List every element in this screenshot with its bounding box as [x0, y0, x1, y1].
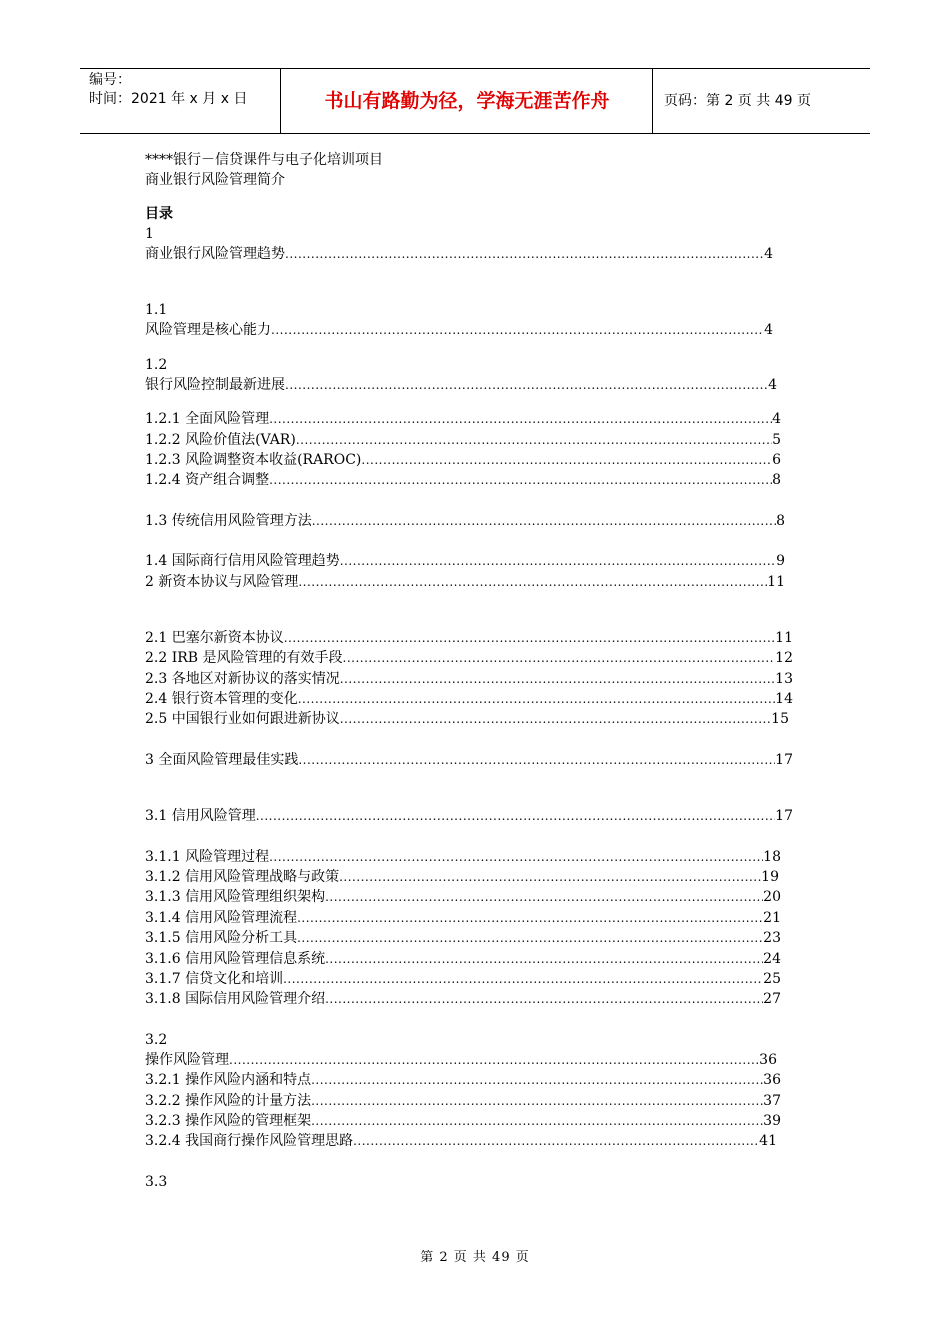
toc-entry[interactable] [145, 709, 789, 729]
toc-heading: 目录 [145, 206, 173, 222]
toc-entry-page: 12 [775, 650, 793, 667]
toc-leader-dots [229, 1050, 759, 1070]
toc-leader-dots [271, 320, 764, 340]
toc-entry-page: 19 [761, 869, 779, 886]
toc-entry-label: 3.1.8 国际信用风险管理介绍 [145, 991, 326, 1008]
toc-leader-dots [325, 887, 763, 907]
toc-entry-page: 6 [772, 451, 781, 468]
toc-entry-page: 21 [763, 909, 781, 926]
toc-entry[interactable] [145, 470, 781, 490]
toc-leader-dots [297, 908, 763, 928]
toc-entry-page: 8 [776, 512, 785, 529]
toc-entry[interactable] [145, 887, 781, 907]
toc-entry-page: 13 [775, 670, 793, 687]
toc-entry-label: 商业银行风险管理趋势 [145, 246, 285, 262]
toc-entry-page: 23 [763, 930, 781, 947]
toc-entry[interactable] [145, 1050, 777, 1070]
toc-entry[interactable] [145, 1091, 781, 1111]
toc-entry-label: 3.1.2 信用风险管理战略与政策 [145, 869, 340, 886]
toc-entry[interactable] [145, 1070, 781, 1090]
toc-entry-page: 4 [772, 411, 781, 428]
toc-entry-page: 24 [763, 950, 781, 967]
toc-entry-label: 3.2.2 操作风险的计量方法 [145, 1092, 312, 1109]
document-subtitle: 商业银行风险管理简介 [145, 172, 285, 188]
header-page-info: 页码：第 2 页 共 49 页 [664, 93, 811, 109]
toc-leader-dots [311, 1070, 763, 1090]
toc-entry-label: 3.1.7 信贷文化和培训 [145, 970, 284, 987]
toc-leader-dots [298, 689, 775, 709]
toc-entry-label: 1.2.2 风险价值法(VAR) [145, 431, 296, 448]
page-footer: 第 2 页 共 49 页 [420, 1250, 530, 1265]
toc-entry-label: 2 新资本协议与风险管理 [145, 573, 299, 590]
toc-entry-page: 18 [763, 848, 781, 865]
toc-entry-label: 3.1.5 信用风险分析工具 [145, 930, 298, 947]
toc-entry-page: 20 [763, 889, 781, 906]
toc-entry[interactable] [145, 689, 793, 709]
toc-entry-page: 27 [763, 991, 781, 1008]
toc-entry[interactable] [145, 320, 773, 340]
toc-leader-dots [311, 1111, 763, 1131]
toc-entry[interactable] [145, 430, 781, 450]
toc-leader-dots [325, 989, 763, 1009]
toc-entry-label: 操作风险管理 [145, 1051, 229, 1068]
toc-entry[interactable] [145, 806, 793, 826]
toc-number: 1.2 [145, 356, 168, 373]
toc-leader-dots [343, 648, 776, 668]
toc-entry[interactable] [145, 551, 785, 571]
toc-entry[interactable] [145, 572, 785, 592]
toc-entry-page: 11 [767, 573, 785, 590]
toc-number: 3.3 [145, 1173, 168, 1190]
toc-entry-label: 2.2 IRB 是风险管理的有效手段 [145, 650, 343, 667]
toc-entry-page: 14 [775, 691, 793, 708]
toc-entry-label: 风险管理是核心能力 [145, 322, 271, 339]
toc-entry-label: 2.5 中国银行业如何跟进新协议 [145, 711, 340, 728]
toc-leader-dots [340, 551, 776, 571]
toc-entry-page: 37 [763, 1092, 781, 1109]
toc-entry[interactable] [145, 511, 785, 531]
toc-entry-page: 4 [764, 322, 773, 339]
toc-entry-label: 3 全面风险管理最佳实践 [145, 751, 299, 768]
toc-entry-label: 3.1.1 风险管理过程 [145, 848, 270, 865]
toc-leader-dots [283, 969, 763, 989]
toc-entry-page: 15 [771, 711, 789, 728]
toc-number: 1.1 [145, 302, 168, 319]
document-date-label: 时间：2021 年 x 月 x 日 [89, 91, 248, 107]
toc-leader-dots [285, 244, 764, 264]
toc-leader-dots [340, 709, 771, 729]
toc-leader-dots [340, 669, 775, 689]
toc-entry-page: 25 [763, 970, 781, 987]
toc-entry-page: 5 [772, 431, 781, 448]
header-meta [80, 69, 281, 133]
toc-entry[interactable] [145, 847, 781, 867]
toc-entry-page: 36 [759, 1051, 777, 1068]
toc-entry-label: 1.2.1 全面风险管理 [145, 411, 270, 428]
page-header [80, 68, 870, 134]
toc-entry[interactable] [145, 450, 781, 470]
toc-number: 1 [145, 226, 154, 242]
toc-entry-page: 17 [775, 751, 793, 768]
toc-entry-label: 3.1 信用风险管理 [145, 808, 256, 825]
toc-leader-dots [361, 450, 772, 470]
header-motto: 书山有路勤为径，学海无涯苦作舟 [282, 69, 653, 133]
toc-leader-dots [269, 470, 772, 490]
toc-leader-dots [298, 572, 767, 592]
toc-entry-label: 3.2.4 我国商行操作风险管理思路 [145, 1133, 354, 1150]
toc-entry-page: 41 [759, 1133, 777, 1150]
toc-entry-page: 4 [768, 376, 777, 393]
toc-entry-label: 1.3 传统信用风险管理方法 [145, 512, 312, 529]
toc-entry-label: 银行风险控制最新进展 [145, 376, 285, 393]
toc-entry-page: 8 [772, 472, 781, 489]
toc-entry-label: 3.1.6 信用风险管理信息系统 [145, 950, 326, 967]
toc-entry-label: 2.1 巴塞尔新资本协议 [145, 629, 284, 646]
toc-number: 3.2 [145, 1031, 168, 1048]
toc-leader-dots [353, 1131, 759, 1151]
toc-entry-label: 3.1.3 信用风险管理组织架构 [145, 889, 326, 906]
toc-entry-label: 1.4 国际商行信用风险管理趋势 [145, 553, 340, 570]
toc-entry[interactable] [145, 969, 781, 989]
toc-leader-dots [297, 928, 763, 948]
toc-entry-label: 3.2.3 操作风险的管理框架 [145, 1112, 312, 1129]
toc-entry[interactable] [145, 928, 781, 948]
toc-entry-page: 4 [764, 246, 773, 262]
toc-entry-label: 3.2.1 操作风险内涵和特点 [145, 1072, 312, 1089]
toc-leader-dots [311, 1091, 763, 1111]
toc-entry-page: 36 [763, 1072, 781, 1089]
toc-leader-dots [296, 430, 772, 450]
toc-leader-dots [256, 806, 775, 826]
toc-leader-dots [312, 511, 776, 531]
toc-entry[interactable] [145, 1131, 777, 1151]
toc-leader-dots [285, 375, 768, 395]
toc-entry[interactable] [145, 949, 781, 969]
toc-leader-dots [339, 867, 761, 887]
toc-leader-dots [269, 847, 763, 867]
toc-leader-dots [325, 949, 763, 969]
toc-entry[interactable] [145, 908, 781, 928]
toc-leader-dots [269, 409, 772, 429]
toc-entry-label: 3.1.4 信用风险管理流程 [145, 909, 298, 926]
toc-entry[interactable] [145, 409, 781, 429]
toc-entry-page: 11 [775, 629, 793, 646]
toc-entry[interactable] [145, 867, 779, 887]
toc-entry[interactable] [145, 989, 781, 1009]
toc-leader-dots [298, 750, 775, 770]
toc-entry-label: 1.2.4 资产组合调整 [145, 472, 270, 489]
toc-entry[interactable] [145, 1111, 781, 1131]
document-body [145, 150, 793, 1192]
toc-entry-page: 17 [775, 808, 793, 825]
toc-entry[interactable] [145, 648, 793, 668]
toc-entry[interactable] [145, 750, 793, 770]
toc-entry[interactable] [145, 628, 793, 648]
toc-entry-page: 9 [776, 553, 785, 570]
project-title: ****银行－信贷课件与电子化培训项目 [145, 152, 383, 168]
toc-leader-dots [284, 628, 775, 648]
document-number-label: 编号： [89, 72, 131, 88]
toc-entry[interactable] [145, 375, 777, 395]
toc-entry-page: 39 [763, 1112, 781, 1129]
toc-entry-label: 2.4 银行资本管理的变化 [145, 691, 298, 708]
toc-entry-label: 2.3 各地区对新协议的落实情况 [145, 670, 340, 687]
toc-entry[interactable] [145, 669, 793, 689]
toc-entry[interactable] [145, 244, 773, 264]
toc-entry-label: 1.2.3 风险调整资本收益(RAROC) [145, 451, 362, 468]
